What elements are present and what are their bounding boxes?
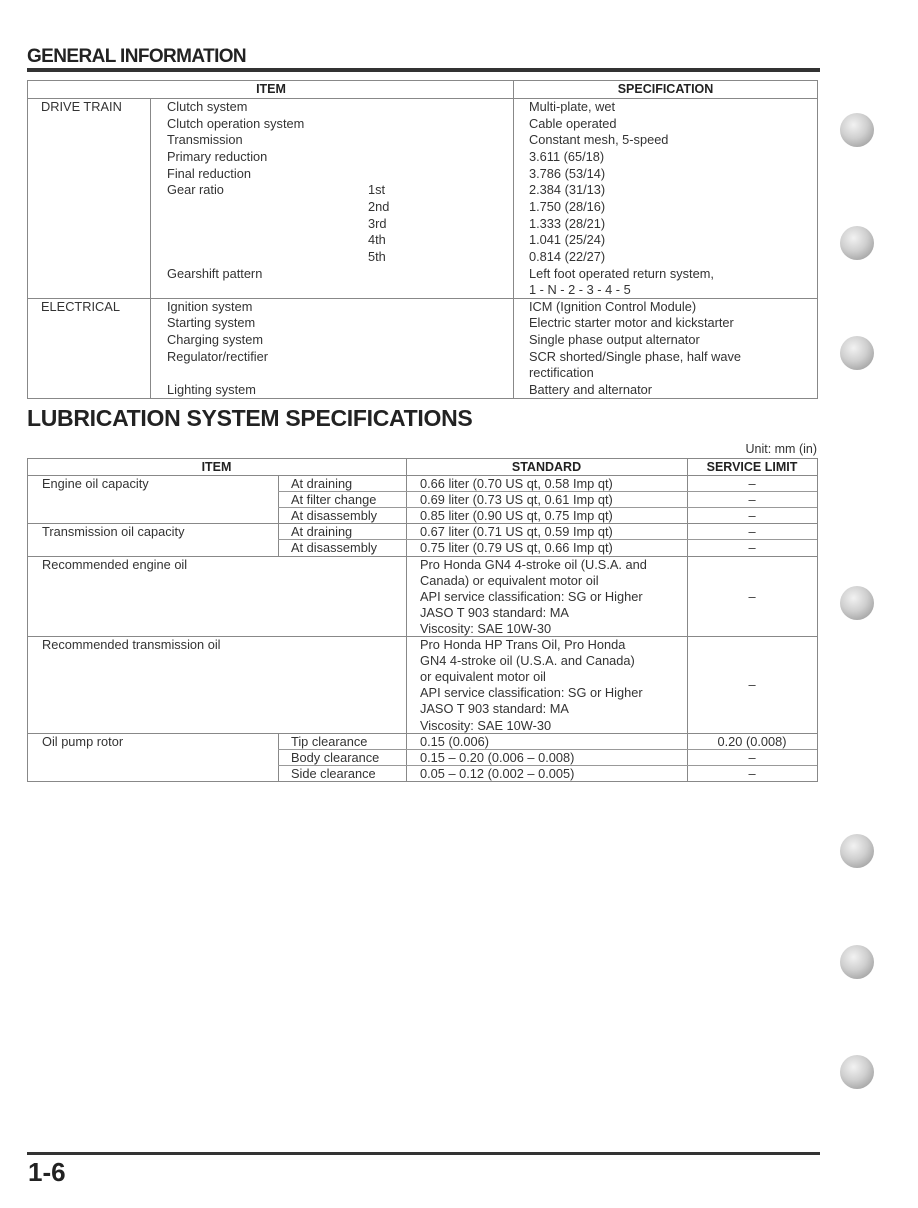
spec-value: 0.814 (22/27) xyxy=(529,248,606,264)
standard-value: API service classification: SG or Higher xyxy=(420,588,643,604)
spec-value: Electric starter motor and kickstarter xyxy=(529,315,734,331)
service-limit-value: – xyxy=(748,765,756,781)
standard-value: GN4 4-stroke oil (U.S.A. and Canada) xyxy=(420,653,635,669)
spec-value: 1 - N - 2 - 3 - 4 - 5 xyxy=(529,282,631,298)
standard-value: 0.15 – 0.20 (0.006 – 0.008) xyxy=(420,749,575,765)
item-label: Transmission xyxy=(167,132,243,148)
spec-value: ICM (Ignition Control Module) xyxy=(529,298,697,314)
gear-label: 5th xyxy=(368,248,386,264)
standard-value: 0.05 – 0.12 (0.002 – 0.005) xyxy=(420,765,575,781)
condition-label: Side clearance xyxy=(291,765,376,781)
service-limit-value: – xyxy=(748,476,756,491)
spec-value: Single phase output alternator xyxy=(529,332,700,348)
tab-marker-circle xyxy=(840,945,874,979)
page-number: 1-6 xyxy=(28,1157,66,1187)
spec-value: Left foot operated return system, xyxy=(529,265,714,281)
spec-value: Battery and alternator xyxy=(529,382,653,398)
section-title-general-information: GENERAL INFORMATION xyxy=(27,46,247,67)
spec-value: rectification xyxy=(529,365,594,381)
spec-value: Multi-plate, wet xyxy=(529,99,616,114)
spec-value: SCR shorted/Single phase, half wave xyxy=(529,348,741,364)
header-standard: STANDARD xyxy=(511,460,582,474)
tab-marker-circle xyxy=(840,586,874,620)
service-limit-value: – xyxy=(748,524,756,540)
tab-marker-circle xyxy=(840,336,874,370)
item-label: Recommended transmission oil xyxy=(42,637,221,652)
item-label: Lighting system xyxy=(167,382,256,398)
footer-rule xyxy=(27,1152,820,1155)
general-info-table xyxy=(27,80,818,399)
spec-value: 1.750 (28/16) xyxy=(529,198,606,214)
group-divider xyxy=(28,298,817,299)
unit-label: Unit: mm (in) xyxy=(745,442,817,456)
standard-value: 0.75 liter (0.79 US qt, 0.66 Imp qt) xyxy=(420,540,613,556)
service-limit-value: – xyxy=(748,749,756,765)
item-label: Gear ratio xyxy=(167,182,224,198)
spec-value: 2.384 (31/13) xyxy=(529,182,606,198)
gear-label: 1st xyxy=(368,182,386,198)
header-service-limit: SERVICE LIMIT xyxy=(706,460,798,474)
standard-value: Pro Honda HP Trans Oil, Pro Honda xyxy=(420,637,626,652)
standard-value: 0.67 liter (0.71 US qt, 0.59 Imp qt) xyxy=(420,524,613,540)
header-item: ITEM xyxy=(201,460,232,474)
item-label: Clutch system xyxy=(167,99,248,114)
item-label: Charging system xyxy=(167,332,264,348)
header-item: ITEM xyxy=(256,82,286,96)
lubrication-specs-table xyxy=(27,458,818,782)
tab-marker-circle xyxy=(840,226,874,260)
service-limit-value: – xyxy=(748,508,756,524)
condition-label: At disassembly xyxy=(291,508,378,524)
condition-label: At filter change xyxy=(291,492,377,508)
service-limit-value: – xyxy=(748,492,756,508)
item-label: Clutch operation system xyxy=(167,115,305,131)
divider xyxy=(150,98,151,398)
item-label: Recommended engine oil xyxy=(42,556,188,572)
standard-value: Viscosity: SAE 10W-30 xyxy=(420,620,552,636)
standard-value: Viscosity: SAE 10W-30 xyxy=(420,717,552,733)
standard-value: Pro Honda GN4 4-stroke oil (U.S.A. and xyxy=(420,556,647,572)
divider xyxy=(513,81,514,398)
condition-label: At draining xyxy=(291,524,353,540)
divider xyxy=(28,98,817,99)
section-title-lubrication: LUBRICATION SYSTEM SPECIFICATIONS xyxy=(27,405,473,431)
spec-value: 1.041 (25/24) xyxy=(529,232,606,248)
gear-label: 3rd xyxy=(368,215,387,231)
category-label: DRIVE TRAIN xyxy=(41,99,122,114)
condition-label: At draining xyxy=(291,476,353,491)
standard-value: 0.69 liter (0.73 US qt, 0.61 Imp qt) xyxy=(420,492,613,508)
spec-value: 1.333 (28/21) xyxy=(529,215,606,231)
category-label: ELECTRICAL xyxy=(41,298,120,314)
condition-label: At disassembly xyxy=(291,540,378,556)
spec-value: 3.786 (53/14) xyxy=(529,165,606,181)
condition-label: Body clearance xyxy=(291,749,380,765)
service-limit-value: – xyxy=(748,588,756,604)
item-label: Regulator/rectifier xyxy=(167,348,268,364)
gear-label: 2nd xyxy=(368,198,390,214)
standard-value: 0.66 liter (0.70 US qt, 0.58 Imp qt) xyxy=(420,476,613,491)
tab-marker-circle xyxy=(840,834,874,868)
condition-label: Tip clearance xyxy=(291,733,368,749)
spec-value: 3.611 (65/18) xyxy=(529,148,605,164)
standard-value: JASO T 903 standard: MA xyxy=(420,701,569,717)
service-limit-value: 0.20 (0.008) xyxy=(717,733,787,749)
standard-value: or equivalent motor oil xyxy=(420,669,546,685)
item-label: Transmission oil capacity xyxy=(42,524,185,540)
standard-value: API service classification: SG or Higher xyxy=(420,685,643,701)
standard-value: 0.15 (0.006) xyxy=(420,733,490,749)
item-label: Oil pump rotor xyxy=(42,733,124,749)
service-limit-value: – xyxy=(748,677,756,693)
item-label: Engine oil capacity xyxy=(42,476,149,491)
spec-value: Cable operated xyxy=(529,115,617,131)
item-label: Starting system xyxy=(167,315,256,331)
item-label: Final reduction xyxy=(167,165,251,181)
item-label: Gearshift pattern xyxy=(167,265,263,281)
gear-label: 4th xyxy=(368,232,386,248)
service-limit-value: – xyxy=(748,540,756,556)
item-label: Primary reduction xyxy=(167,148,268,164)
divider xyxy=(278,524,279,556)
standard-value: 0.85 liter (0.90 US qt, 0.75 Imp qt) xyxy=(420,508,613,524)
header-specification: SPECIFICATION xyxy=(617,82,714,96)
tab-marker-circle xyxy=(840,113,874,147)
standard-value: Canada) or equivalent motor oil xyxy=(420,572,599,588)
divider xyxy=(278,476,279,524)
tab-marker-circle xyxy=(840,1055,874,1089)
item-label: Ignition system xyxy=(167,298,253,314)
standard-value: JASO T 903 standard: MA xyxy=(420,604,569,620)
spec-value: Constant mesh, 5-speed xyxy=(529,132,669,148)
header-rule xyxy=(27,68,820,72)
divider xyxy=(278,734,279,782)
